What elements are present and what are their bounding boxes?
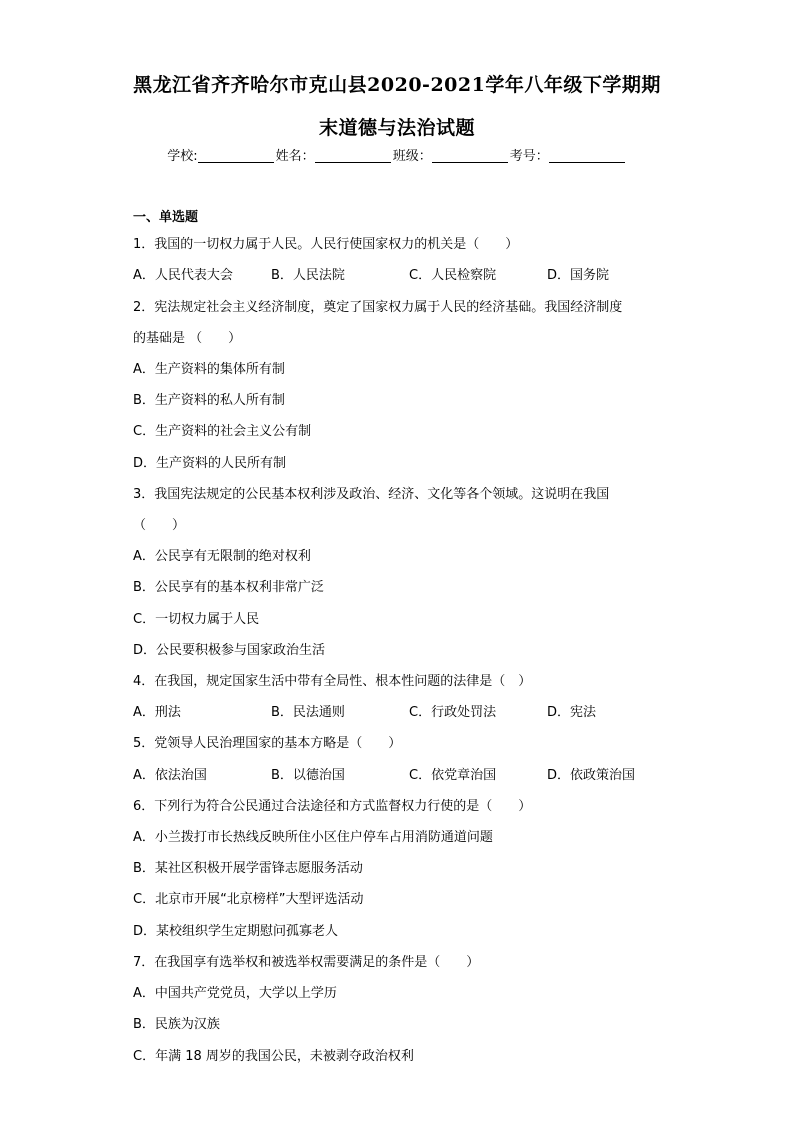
- question-5-option-a: A．依法治国: [133, 768, 207, 783]
- question-6-option-a: A．小兰拨打市长热线反映所住小区住户停车占用消防通道问题: [133, 830, 493, 845]
- question-5-option-d: D．依政策治国: [547, 768, 636, 783]
- question-5-option-c: C．依党章治国: [409, 768, 497, 783]
- question-1-option-a: A．人民代表大会: [133, 268, 233, 283]
- school-blank: [198, 148, 274, 163]
- question-2-stem-line1: 2．宪法规定社会主义经济制度，奠定了国家权力属于人民的经济基础。我国经济制度: [133, 300, 623, 315]
- question-3-stem-line2: （ ）: [133, 518, 186, 533]
- question-3-option-c: C．一切权力属于人民: [133, 612, 260, 627]
- question-2-option-d: D．生产资料的人民所有制: [133, 456, 287, 471]
- question-3-option-a: A．公民享有无限制的绝对权利: [133, 549, 311, 564]
- number-blank: [549, 148, 625, 163]
- question-3-option-d: D．公民要积极参与国家政治生活: [133, 643, 326, 658]
- question-5-option-b: B．以德治国: [271, 768, 345, 783]
- question-6-stem: 6．下列行为符合公民通过合法途径和方式监督权力行使的是（ ）: [133, 799, 532, 814]
- question-1-option-d: D．国务院: [547, 268, 610, 283]
- name-blank: [315, 148, 391, 163]
- class-blank: [432, 148, 508, 163]
- name-label: 姓名：: [275, 149, 315, 164]
- question-7-option-a: A．中国共产党党员，大学以上学历: [133, 986, 337, 1001]
- question-4-option-b: B．民法通则: [271, 705, 345, 720]
- question-6-option-c: C．北京市开展“北京榜样”大型评选活动: [133, 892, 364, 907]
- question-2-option-a: A．生产资料的集体所有制: [133, 362, 285, 377]
- question-2-option-c: C．生产资料的社会主义公有制: [133, 424, 312, 439]
- question-4-option-a: A．刑法: [133, 705, 181, 720]
- question-1-option-b: B．人民法院: [271, 268, 345, 283]
- question-7-stem: 7．在我国享有选举权和被选举权需要满足的条件是（ ）: [133, 955, 480, 970]
- question-2-stem-line2: 的基础是 （ ）: [133, 331, 242, 346]
- class-label: 班级：: [392, 149, 432, 164]
- question-7-option-c: C．年满 18 周岁的我国公民，未被剥夺政治权利: [133, 1049, 414, 1064]
- exam-title-line1: 黑龙江省齐齐哈尔市克山县2020-2021学年八年级下学期期: [133, 74, 661, 96]
- question-1-stem: 1．我国的一切权力属于人民。人民行使国家权力的机关是（ ）: [133, 237, 519, 252]
- question-3-option-b: B．公民享有的基本权利非常广泛: [133, 580, 324, 595]
- student-info-row: [0, 145, 794, 164]
- question-5-stem: 5．党领导人民治理国家的基本方略是（ ）: [133, 736, 402, 751]
- question-3-stem-line1: 3．我国宪法规定的公民基本权利涉及政治、经济、文化等各个领域。这说明在我国: [133, 487, 610, 502]
- question-7-option-b: B．民族为汉族: [133, 1017, 220, 1032]
- question-4-option-c: C．行政处罚法: [409, 705, 497, 720]
- question-6-option-d: D．某校组织学生定期慰问孤寡老人: [133, 924, 339, 939]
- school-label: 学校:: [167, 149, 198, 164]
- question-4-stem: 4．在我国，规定国家生活中带有全局性、根本性问题的法律是（ ）: [133, 674, 532, 689]
- section-title: 一、单选题: [133, 210, 199, 225]
- question-2-option-b: B．生产资料的私人所有制: [133, 393, 285, 408]
- exam-title-line2: 末道德与法治试题: [318, 117, 475, 139]
- number-label: 考号：: [509, 149, 549, 164]
- question-4-option-d: D．宪法: [547, 705, 597, 720]
- question-6-option-b: B．某社区积极开展学雷锋志愿服务活动: [133, 861, 363, 876]
- question-1-option-c: C．人民检察院: [409, 268, 497, 283]
